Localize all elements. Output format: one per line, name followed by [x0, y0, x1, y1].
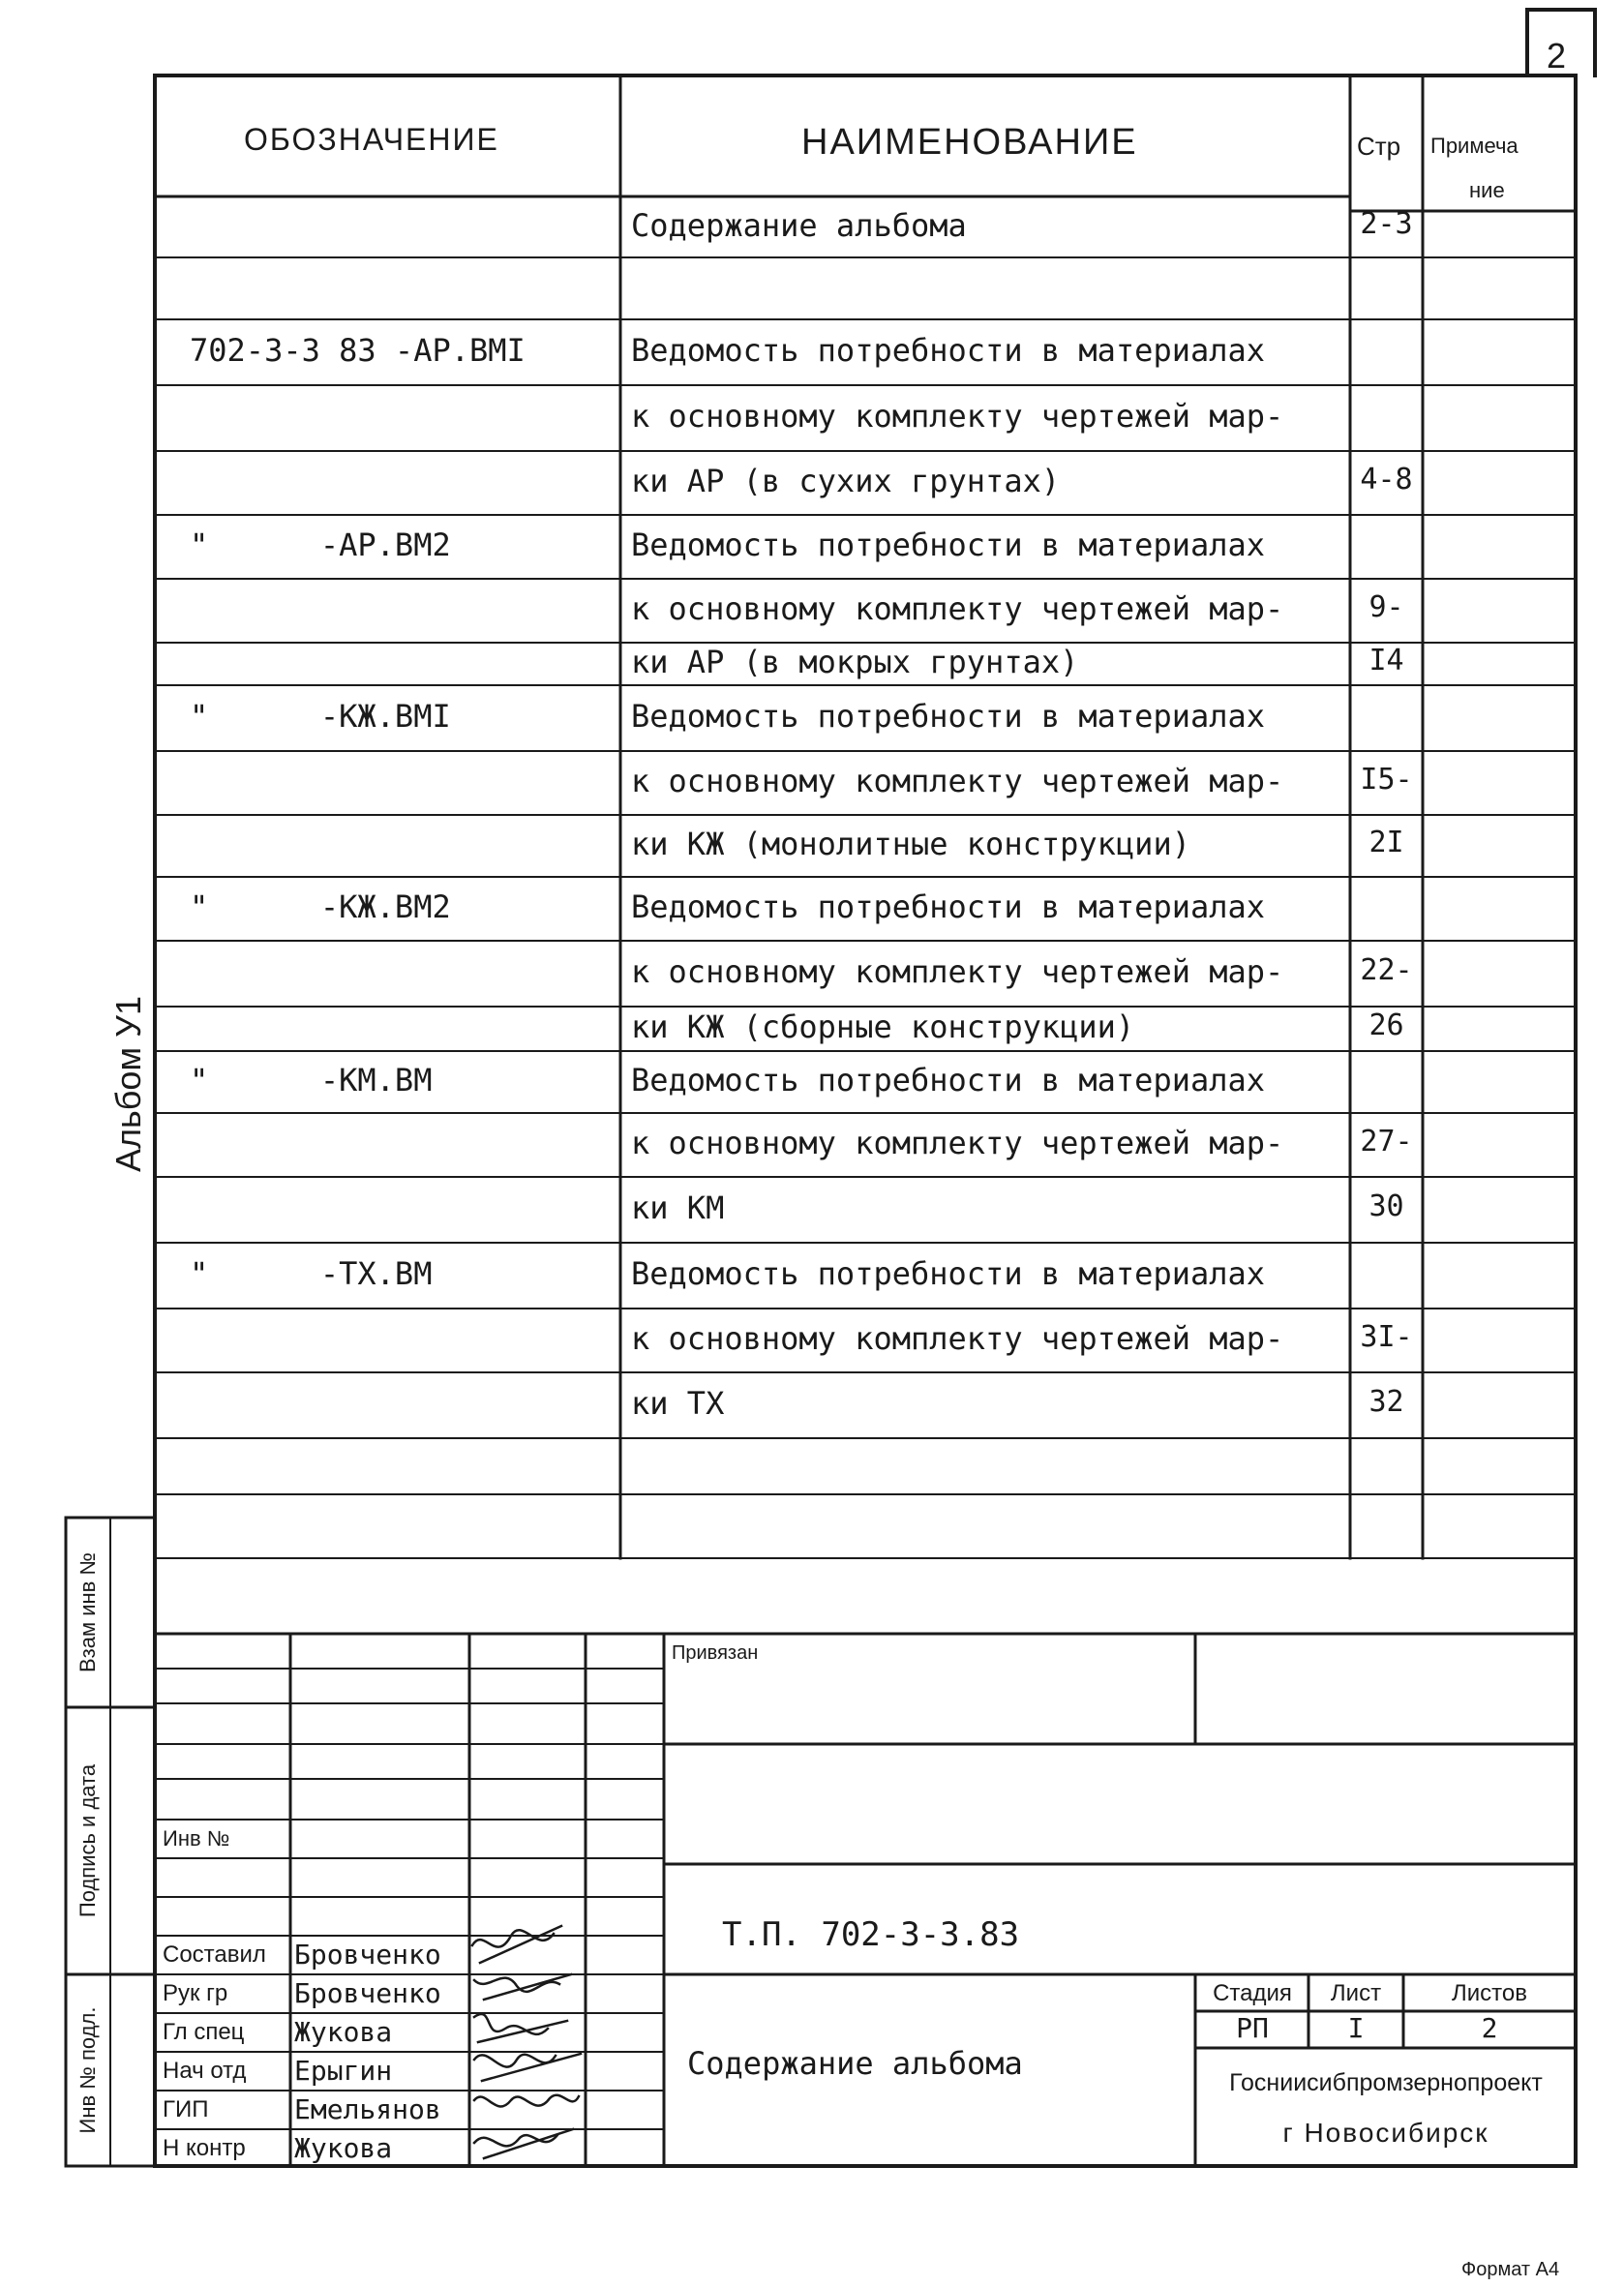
row-designation: " -КЖ.ВМI: [190, 698, 451, 735]
project-code: Т.П. 702-3-3.83: [722, 1915, 1020, 1954]
signatory-role: Нач отд: [163, 2058, 247, 2084]
row-name: Ведомость потребности в материалах: [631, 888, 1266, 925]
document-title: Содержание альбома: [687, 2045, 1023, 2082]
album-label: Альбом У1: [108, 995, 148, 1173]
row-designation: " -КЖ.ВМ2: [190, 888, 451, 925]
row-name: к основному комплекту чертежей мар-: [631, 590, 1284, 627]
signatory-name: Ерыгин: [294, 2055, 393, 2087]
row-page: I5-: [1360, 763, 1413, 797]
signatory-name: Жукова: [294, 2016, 393, 2048]
row-page: I4: [1368, 644, 1404, 677]
row-name: к основному комплекту чертежей мар-: [631, 1320, 1284, 1357]
row-page: 2-3: [1360, 207, 1413, 241]
inventory-number-label: Инв №: [163, 1826, 230, 1851]
row-name: Ведомость потребности в материалах: [631, 332, 1266, 369]
row-designation: " -ТХ.ВМ: [190, 1255, 433, 1292]
row-name: Ведомость потребности в материалах: [631, 527, 1266, 563]
organization-name: Госниисибпромзернопроект: [1229, 2069, 1543, 2096]
row-name: ки КЖ (сборные конструкции): [631, 1008, 1135, 1045]
row-name: ки КЖ (монолитные конструкции): [631, 826, 1190, 862]
row-page: 3I-: [1360, 1320, 1413, 1354]
row-page: 30: [1368, 1189, 1404, 1223]
signature-marks: [472, 1926, 581, 2158]
row-page: 26: [1368, 1008, 1404, 1042]
row-page: 4-8: [1360, 463, 1413, 497]
sheet-value: I: [1347, 2012, 1365, 2044]
row-page: 32: [1368, 1385, 1404, 1419]
sheet-number: 2: [1547, 36, 1567, 75]
row-name: к основному комплекту чертежей мар-: [631, 763, 1284, 799]
signatory-name: Емельянов: [294, 2093, 441, 2125]
signatory-name: Жукова: [294, 2132, 393, 2164]
row-designation: " -КМ.ВМ: [190, 1062, 433, 1098]
row-name: Ведомость потребности в материалах: [631, 1255, 1266, 1292]
row-name: к основному комплекту чертежей мар-: [631, 398, 1284, 435]
row-designation: " -АР.ВМ2: [190, 527, 451, 563]
row-name: к основному комплекту чертежей мар-: [631, 953, 1284, 990]
signatory-name: Бровченко: [294, 1977, 441, 2009]
signatory-role: ГИП: [163, 2096, 209, 2122]
row-name: Ведомость потребности в материалах: [631, 1062, 1266, 1098]
row-name: к основному комплекту чертежей мар-: [631, 1125, 1284, 1161]
header-designation: ОБОЗНАЧЕНИЕ: [244, 122, 499, 157]
header-page: Стр: [1357, 132, 1401, 161]
header-name: НАИМЕНОВАНИЕ: [801, 122, 1138, 163]
row-name: ки АР (в мокрых грунтах): [631, 644, 1079, 680]
signatory-role: Рук гр: [163, 1980, 228, 2006]
signatory-role: Гл спец: [163, 2019, 245, 2045]
row-page: 27-: [1360, 1125, 1413, 1159]
row-name: ки КМ: [631, 1189, 725, 1226]
stamp-original-inv: Инв № подл.: [75, 2006, 100, 2134]
row-page: 22-: [1360, 953, 1413, 987]
signatory-role: Н контр: [163, 2135, 246, 2161]
stamp-signature-date: Подпись и дата: [75, 1763, 100, 1918]
row-page: 9-: [1368, 590, 1404, 624]
signatory-name: Бровченко: [294, 1939, 441, 1971]
sheets-label: Листов: [1452, 1980, 1527, 2006]
sheets-value: 2: [1481, 2012, 1498, 2044]
stamp-replaced-inv: Взам инв №: [75, 1551, 100, 1673]
row-name: ки ТХ: [631, 1385, 725, 1422]
bound-to-label: Привязан: [672, 1642, 759, 1664]
row-designation: 702-3-3 83 -АР.ВМI: [190, 332, 526, 369]
signatory-role: Составил: [163, 1941, 266, 1968]
organization-city: г Новосибирск: [1282, 2118, 1489, 2148]
sheet-label: Лист: [1330, 1980, 1382, 2006]
row-name: Содержание альбома: [631, 207, 967, 244]
row-name: Ведомость потребности в материалах: [631, 698, 1266, 735]
stage-label: Стадия: [1213, 1980, 1292, 2006]
format-label: Формат А4: [1461, 2259, 1560, 2280]
row-page: 2I: [1368, 826, 1404, 859]
header-note-line2: ние: [1469, 178, 1505, 202]
header-note-line1: Примеча: [1430, 134, 1519, 158]
stage-value: РП: [1236, 2012, 1269, 2044]
row-name: ки АР (в сухих грунтах): [631, 463, 1061, 499]
